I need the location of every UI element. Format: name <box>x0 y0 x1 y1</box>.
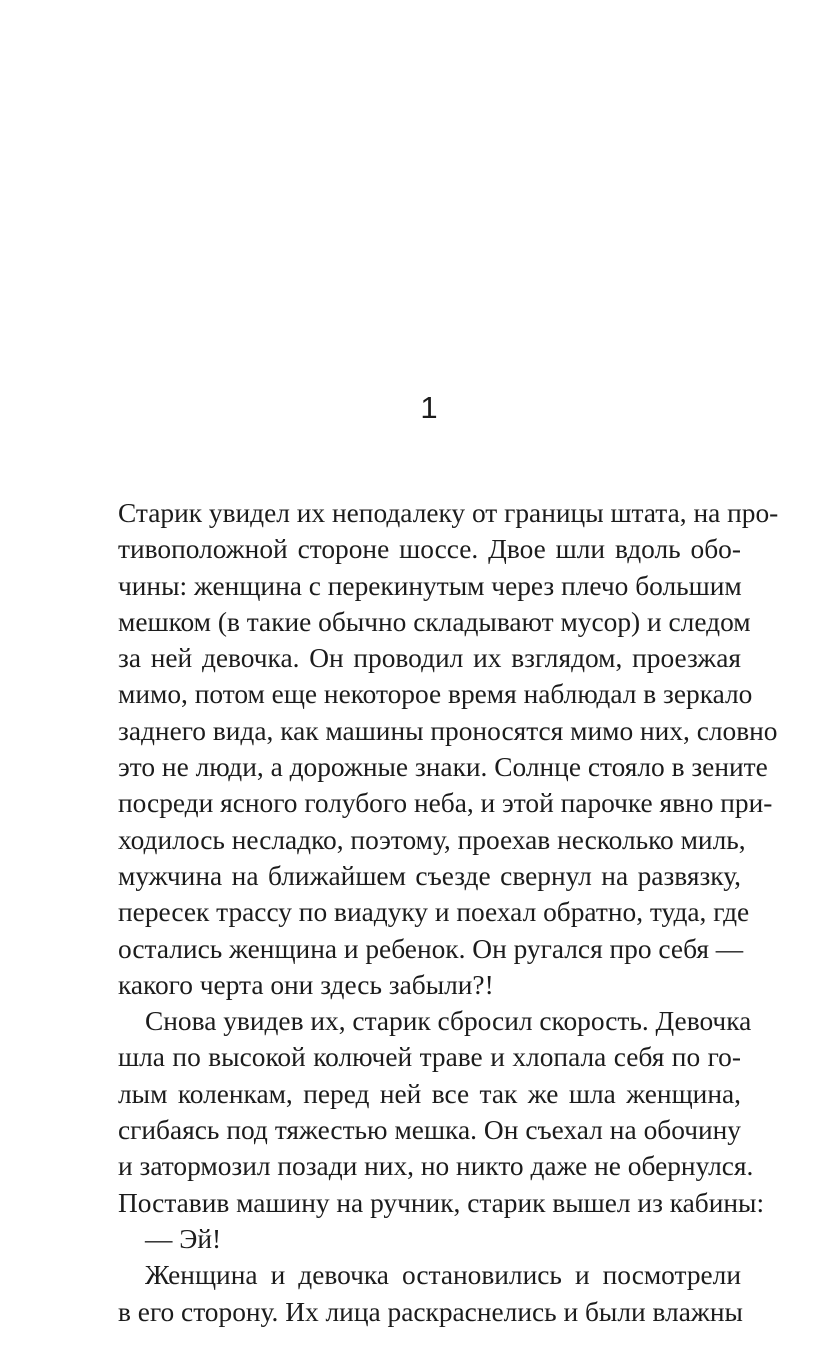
text-line: мешком (в такие обычно складывают мусор) и следом <box>118 606 751 637</box>
text-line: Женщина и девочка остановились и посмотрели <box>145 1260 741 1291</box>
text-line: это не люди, а дорожные знаки. Солнце стояло в зените <box>118 752 768 783</box>
text-line: ходилось несладко, поэтому, проехав несколько миль, <box>118 824 746 855</box>
text-line: за ней девочка. Он проводил их взглядом, проезжая <box>118 643 741 674</box>
text-line: Старик увидел их неподалеку от границы штата, на про- <box>118 498 779 528</box>
text-line: Снова увидев их, старик сбросил скорость. Девочка <box>145 1006 752 1037</box>
text-line: тивоположной стороне шоссе. Двое шли вдоль обо- <box>118 534 741 565</box>
text-line: сгибаясь под тяжестью мешка. Он съехал на обочину <box>118 1115 741 1146</box>
text-line: — Эй! <box>145 1223 222 1254</box>
text-line: остались женщина и ребенок. Он ругался про себя — <box>118 933 744 964</box>
body-text <box>118 495 779 1330</box>
text-line: заднего вида, как машины проносятся мимо них, словно <box>118 715 778 746</box>
text-line: мужчина на ближайшем съезде свернул на развязку, <box>118 860 741 891</box>
text-line: чины: женщина с перекинутым через плечо большим <box>118 570 742 601</box>
text-line: пересек трассу по виадуку и поехал обратно, туда, где <box>118 897 750 928</box>
text-line: и затормозил позади них, но никто даже не обернулся. <box>118 1151 754 1182</box>
text-line: какого черта они здесь забыли?! <box>118 969 494 1000</box>
text-line: Поставив машину на ручник, старик вышел из кабины: <box>118 1187 765 1218</box>
text-line: мимо, потом еще некоторое время наблюдал в зеркало <box>118 679 753 710</box>
chapter-number: 1 <box>420 390 438 425</box>
text-line: в его сторону. Их лица раскраснелись и были влажны <box>118 1296 743 1327</box>
text-line: посреди ясного голубого неба, и этой парочке явно при- <box>118 788 773 819</box>
text-line: лым коленкам, перед ней все так же шла женщина, <box>118 1078 741 1109</box>
text-line: шла по высокой колючей траве и хлопала себя по го- <box>118 1042 741 1073</box>
